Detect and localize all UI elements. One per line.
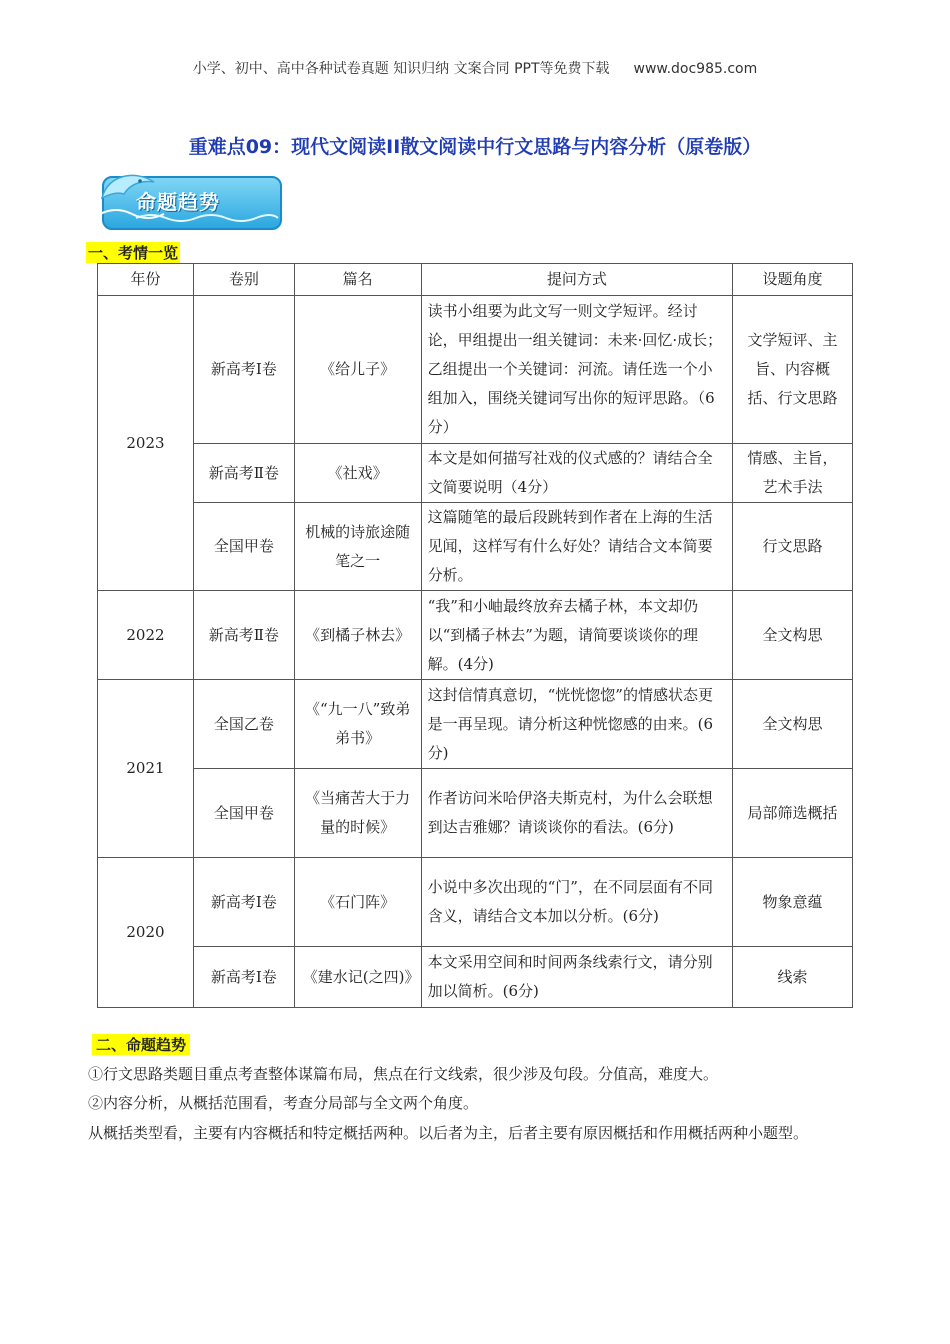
angle-cell: 物象意蕴	[733, 858, 853, 947]
header-angle: 设题角度	[733, 264, 853, 296]
title-cell: 《当痛苦大于力量的时候》	[294, 769, 421, 858]
title-cell: 《“九一八”致弟弟书》	[294, 680, 421, 769]
table-row	[98, 769, 853, 858]
table-row	[98, 591, 853, 680]
table-row	[98, 680, 853, 769]
header-paper: 卷别	[193, 264, 294, 296]
paper-cell: 新高考I卷	[193, 947, 294, 1008]
table-header-row	[98, 264, 853, 296]
banner-label: 命题趋势	[136, 190, 220, 214]
paper-cell: 全国乙卷	[193, 680, 294, 769]
question-cell: 这篇随笔的最后段跳转到作者在上海的生活见闻，这样写有什么好处？请结合文本简要分析。	[421, 503, 733, 591]
header-text: 小学、初中、高中各种试卷真题 知识归纳 文案合同 PPT等免费下载	[192, 61, 610, 77]
header-title: 篇名	[294, 264, 421, 296]
angle-cell: 文学短评、主旨、内容概括、行文思路	[733, 296, 853, 444]
page-title: 重难点09：现代文阅读II散文阅读中行文思路与内容分析（原卷版）	[188, 136, 762, 158]
title-cell: 《到橘子林去》	[294, 591, 421, 680]
title-cell: 《给儿子》	[294, 296, 421, 444]
angle-cell: 局部筛选概括	[733, 769, 853, 858]
year-cell: 2023	[98, 296, 194, 591]
paper-cell: 新高考Ⅱ卷	[193, 444, 294, 503]
year-cell: 2020	[98, 858, 194, 1008]
title-cell: 《建水记(之四)》	[294, 947, 421, 1008]
page-header	[0, 58, 950, 78]
title-cell: 《石门阵》	[294, 858, 421, 947]
table-row	[98, 947, 853, 1008]
question-cell: 本文采用空间和时间两条线索行文，请分别加以简析。(6分)	[421, 947, 733, 1008]
title-cell: 《社戏》	[294, 444, 421, 503]
year-cell: 2021	[98, 680, 194, 858]
angle-cell: 全文构思	[733, 680, 853, 769]
angle-cell: 全文构思	[733, 591, 853, 680]
table-row	[98, 503, 853, 591]
paper-cell: 新高考I卷	[193, 296, 294, 444]
question-cell: 作者访问米哈伊洛夫斯克村，为什么会联想到达吉雅娜？请谈谈你的看法。(6分)	[421, 769, 733, 858]
paper-cell: 新高考Ⅰ卷	[193, 858, 294, 947]
angle-cell: 行文思路	[733, 503, 853, 591]
angle-cell: 情感、主旨，艺术手法	[733, 444, 853, 503]
exam-table	[97, 263, 853, 1008]
question-cell: 这封信情真意切，“恍恍惚惚”的情感状态更是一再呈现。请分析这种恍惚感的由来。(6分)	[421, 680, 733, 769]
section2-heading: 二、命题趋势	[92, 1034, 190, 1055]
question-cell: 小说中多次出现的“门”，在不同层面有不同含义，请结合文本加以分析。(6分)	[421, 858, 733, 947]
table-row	[98, 858, 853, 947]
angle-cell: 线索	[733, 947, 853, 1008]
paper-cell: 新高考Ⅱ卷	[193, 591, 294, 680]
title-cell: 机械的诗旅途随笔之一	[294, 503, 421, 591]
question-cell: 本文是如何描写社戏的仪式感的？请结合全文简要说明（4分）	[421, 444, 733, 503]
trend-paragraph-2: ②内容分析，从概括范围看，考查分局部与全文两个角度。	[88, 1094, 479, 1112]
section1-heading: 一、考情一览	[88, 244, 179, 262]
section-banner	[96, 168, 286, 234]
header-url[interactable]: www.doc985.com	[633, 61, 758, 77]
paper-cell: 全国甲卷	[193, 769, 294, 858]
paper-cell: 全国甲卷	[193, 503, 294, 591]
table-row	[98, 444, 853, 503]
year-cell: 2022	[98, 591, 194, 680]
table-row	[98, 296, 853, 444]
trend-paragraph-3: 从概括类型看，主要有内容概括和特定概括两种。以后者为主，后者主要有原因概括和作用概括两种小题型。	[88, 1124, 809, 1142]
header-question: 提问方式	[421, 264, 733, 296]
question-cell: 读书小组要为此文写一则文学短评。经讨论，甲组提出一组关键词：未来·回忆·成长；乙组提出一个关键词：河流。请任选一个小组加入，围绕关键词写出你的短评思路。（6分）	[421, 296, 733, 444]
question-cell: “我”和小岫最终放弃去橘子林，本文却仍以“到橘子林去”为题，请简要谈谈你的理解。(4分)	[421, 591, 733, 680]
trend-paragraph-1: ①行文思路类题目重点考查整体谋篇布局，焦点在行文线索，很少涉及句段。分值高，难度大。	[88, 1065, 719, 1083]
header-year: 年份	[98, 264, 194, 296]
